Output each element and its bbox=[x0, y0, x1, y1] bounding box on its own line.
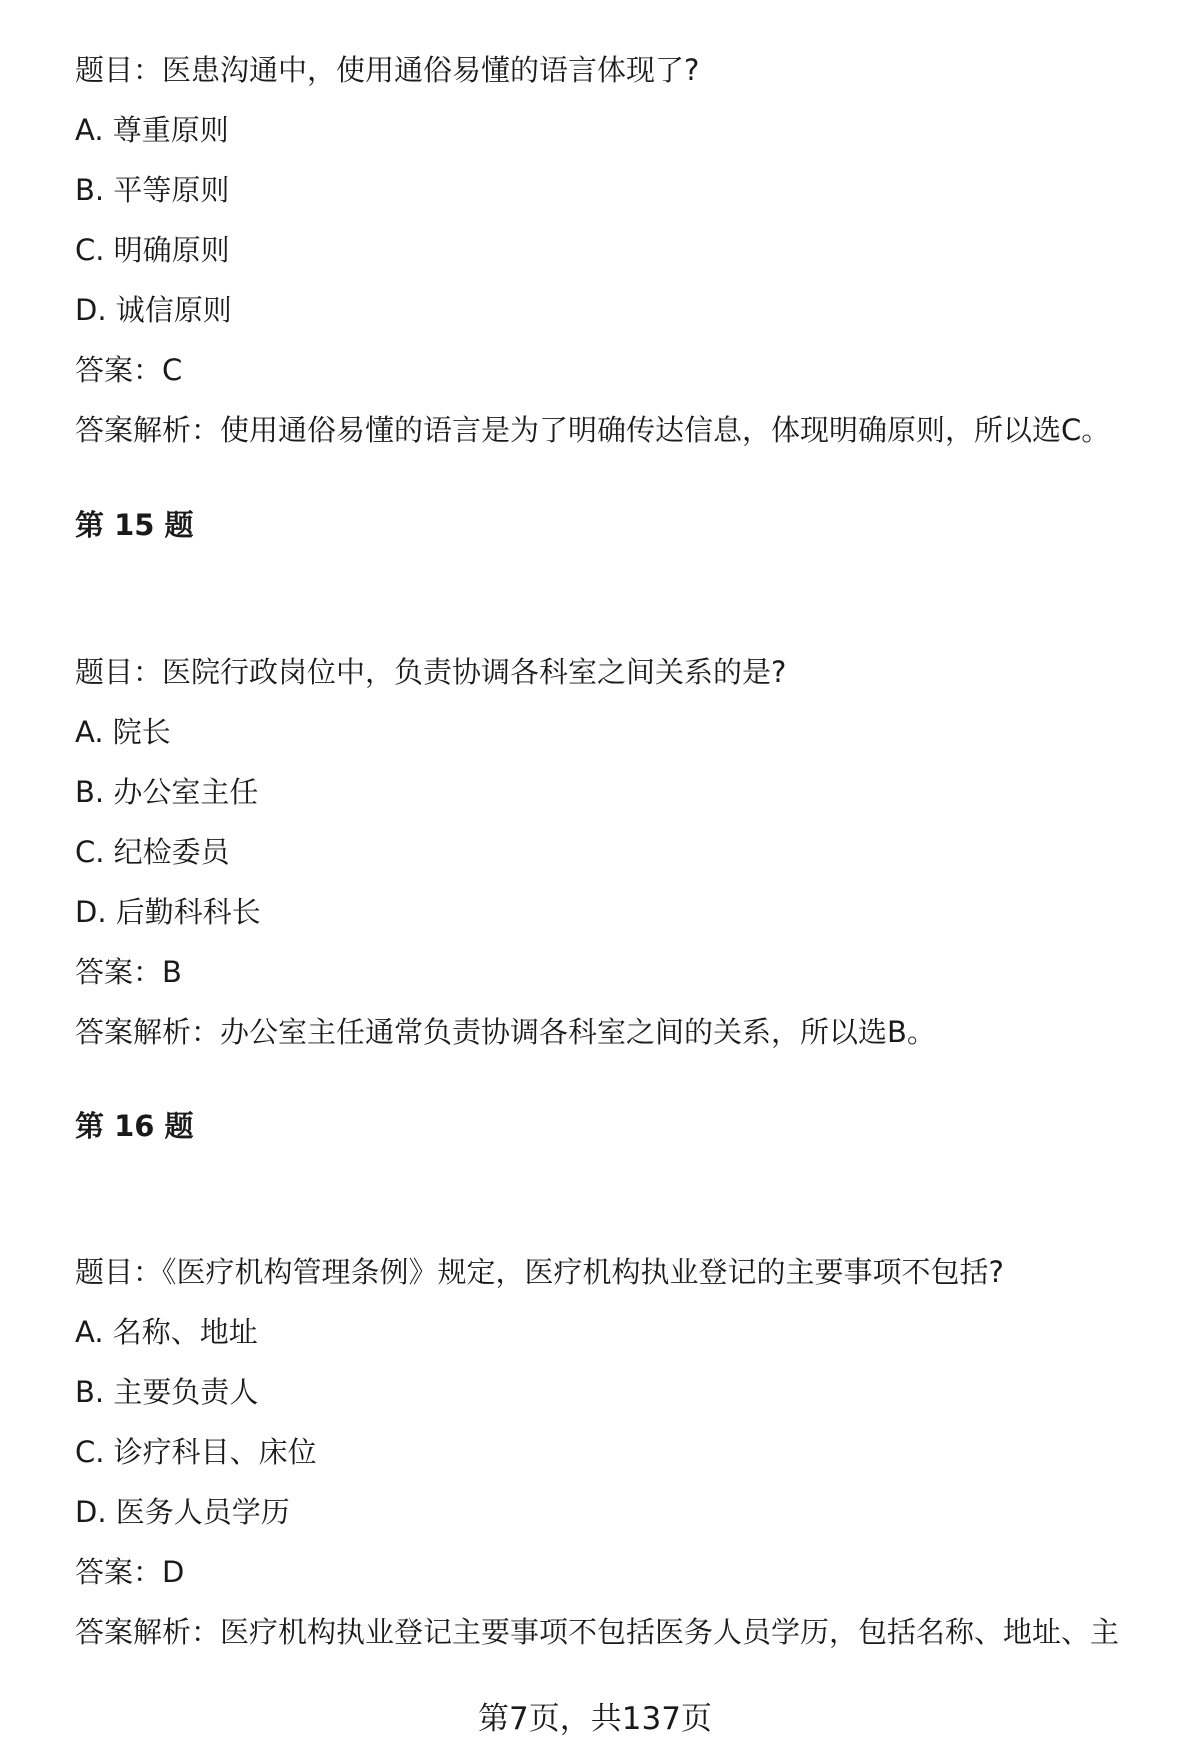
option-b: B. 主要负责人 bbox=[75, 1375, 259, 1409]
option-d: D. 后勤科科长 bbox=[75, 895, 261, 929]
option-a: A. 尊重原则 bbox=[75, 113, 229, 147]
question-stem: 题目：医患沟通中，使用通俗易懂的语言体现了? bbox=[75, 53, 700, 87]
question-heading: 第 15 题 bbox=[75, 508, 194, 542]
question-stem: 题目：医院行政岗位中，负责协调各科室之间关系的是? bbox=[75, 655, 787, 689]
option-c: C. 纪检委员 bbox=[75, 835, 230, 869]
question-heading: 第 16 题 bbox=[75, 1109, 194, 1143]
answer: 答案：D bbox=[75, 1555, 185, 1589]
answer: 答案：C bbox=[75, 353, 183, 387]
option-d: D. 诚信原则 bbox=[75, 293, 232, 327]
option-b: B. 平等原则 bbox=[75, 173, 230, 207]
option-b: B. 办公室主任 bbox=[75, 775, 259, 809]
answer: 答案：B bbox=[75, 955, 182, 989]
option-c: C. 明确原则 bbox=[75, 233, 230, 267]
answer-explanation: 答案解析：使用通俗易懂的语言是为了明确传达信息，体现明确原则，所以选C。 bbox=[75, 413, 1111, 447]
question-stem: 题目：《医疗机构管理条例》规定，医疗机构执业登记的主要事项不包括? bbox=[75, 1255, 1004, 1289]
option-d: D. 医务人员学历 bbox=[75, 1495, 290, 1529]
page-number: 第7页，共137页 bbox=[478, 1701, 712, 1737]
answer-explanation: 答案解析：办公室主任通常负责协调各科室之间的关系，所以选B。 bbox=[75, 1015, 936, 1049]
option-a: A. 名称、地址 bbox=[75, 1315, 258, 1349]
option-c: C. 诊疗科目、床位 bbox=[75, 1435, 317, 1469]
answer-explanation: 答案解析：医疗机构执业登记主要事项不包括医务人员学历，包括名称、地址、主 bbox=[75, 1615, 1120, 1649]
option-a: A. 院长 bbox=[75, 715, 171, 749]
